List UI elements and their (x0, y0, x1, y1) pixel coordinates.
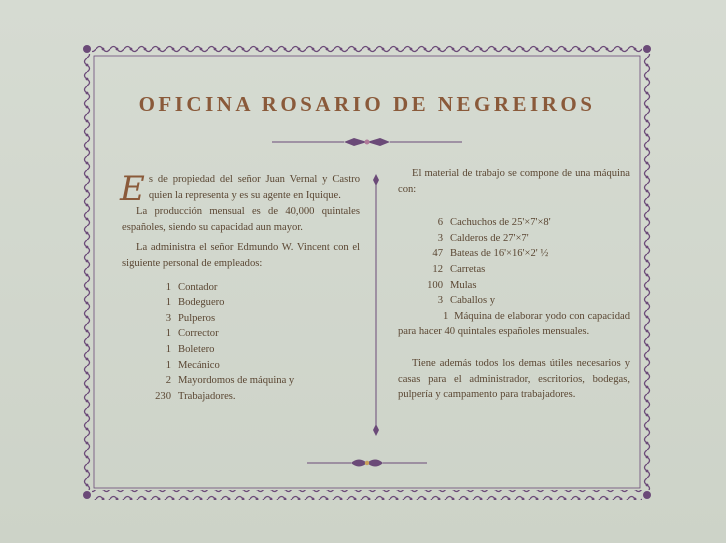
drop-cap: E (120, 169, 145, 209)
item-count: 1 (165, 343, 171, 355)
facilities-paragraph: Tiene además todos los demas útiles necesarios y casas para el administrador, escritorios, bodegas, pulpería y campamento para trabajadores. (398, 357, 630, 401)
item-label: Mulas (450, 279, 477, 291)
intro-text: s de propiedad del señor Juan Vernal y Castro quien la representa y es su agente en Iquique. (148, 174, 360, 201)
yodo-machine-line (398, 309, 630, 340)
production-paragraph: La producción mensual es de 40,000 quintales españoles, siendo su capacidad aun mayor. (122, 206, 360, 233)
list-item (398, 278, 630, 294)
list-item (122, 295, 360, 311)
item-count: 3 (437, 295, 443, 307)
right-column (398, 166, 630, 403)
title-rule-ornament (272, 136, 462, 148)
item-count: 47 (432, 248, 443, 260)
list-item (398, 246, 630, 262)
item-count: 6 (437, 217, 443, 229)
item-count: 230 (155, 390, 171, 402)
item-label: Mecánico (178, 359, 220, 371)
item-label: Trabajadores. (178, 390, 236, 402)
item-count: 12 (432, 263, 443, 275)
item-count: 3 (437, 232, 443, 244)
administration-paragraph: La administra el señor Edmundo W. Vincent con el siguiente personal de empleados: (122, 242, 360, 269)
item-label: Cachuchos de 25'×7'×8' (450, 217, 551, 229)
list-item (398, 231, 630, 247)
item-count: 1 (165, 328, 171, 340)
intro-paragraph (120, 169, 360, 209)
list-item (122, 373, 360, 389)
list-item (122, 389, 360, 405)
list-item (122, 358, 360, 374)
item-label: Pulperos (178, 312, 216, 324)
list-item (122, 280, 360, 296)
item-count: 1 (165, 281, 171, 293)
list-item (398, 215, 630, 231)
item-label: Bateas de 16'×16'×2' ½ (450, 248, 549, 260)
list-item (122, 311, 360, 327)
list-item (122, 342, 360, 358)
page-title: OFICINA ROSARIO DE NEGREIROS (138, 92, 596, 116)
item-label: Caballos y (450, 295, 496, 307)
item-count: 1 (443, 310, 449, 322)
item-count: 1 (165, 359, 171, 371)
item-count: 2 (165, 375, 171, 387)
item-label: Máquina de elaborar yodo con capacidad para hacer 40 quintales españoles mensuales. (398, 310, 630, 338)
item-count: 3 (165, 312, 171, 324)
equipment-intro: El material de trabajo se compone de una máquina con: (398, 168, 630, 195)
list-item (398, 262, 630, 278)
left-column (120, 169, 360, 404)
equipment-list (398, 215, 630, 309)
ornamental-frame (82, 44, 652, 500)
item-label: Boletero (178, 343, 215, 355)
list-item (398, 293, 630, 309)
item-label: Mayordomos de máquina y (178, 375, 295, 387)
item-label: Calderos de 27'×7' (450, 232, 529, 244)
item-label: Bodeguero (178, 297, 225, 309)
staff-list (122, 280, 360, 405)
item-count: 100 (427, 279, 443, 291)
item-label: Carretas (450, 263, 486, 275)
item-label: Contador (178, 281, 218, 293)
bottom-ornament (307, 456, 427, 470)
list-item (122, 326, 360, 342)
item-count: 1 (165, 297, 171, 309)
item-label: Corrector (178, 328, 219, 340)
column-divider-ornament (371, 174, 381, 436)
